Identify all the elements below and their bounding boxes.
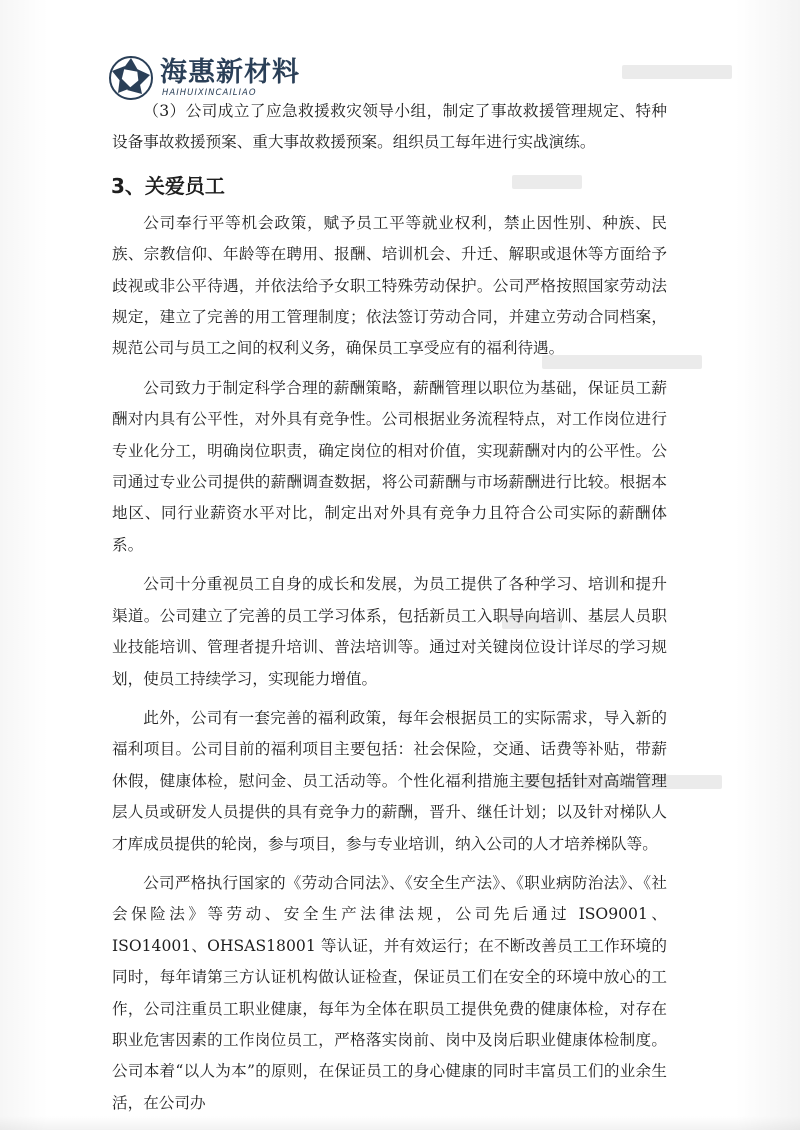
body-paragraph: 此外，公司有一套完善的福利政策，每年会根据员工的实际需求，导入新的福利项目。公司目前的福利项目主要包括：社会保险，交通、话费等补贴，带薪休假，健康体检，慰问金、员工活动等。个性化福利措施主要包括针对高端管理层人员或研发人员提供的具有竞争力的薪酬，晋升、继任计划；以及针对梯队人才库成员提供的轮岗，参与项目，参与专业培训，纳入公司的人才培养梯队等。 [112, 708, 667, 853]
logo-company-name: 海惠新材料 [160, 56, 300, 88]
intro-paragraph: （3）公司成立了应急救援救灾领导小组，制定了事故救援管理规定、特种设备事故救援预案、重大事故救援预案。组织员工每年进行实战演练。 [112, 102, 667, 152]
section-heading: 3、关爱员工 [111, 173, 225, 198]
aperture-logo-icon [108, 55, 154, 101]
document-body [112, 96, 667, 1119]
body-paragraph: 公司奉行平等机会政策，赋予员工平等就业权利，禁止因性别、种族、民族、宗教信仰、年龄等在聘用、报酬、培训机会、升迁、解职或退休等方面给予歧视或非公平待遇，并依法给予女职工特殊劳动保护。公司严格按照国家劳动法规定，建立了完善的用工管理制度；依法签订劳动合同，并建立劳动合同档案，规范公司与员工之间的权利义务，确保员工享受应有的福利待遇。 [112, 213, 667, 358]
logo-pinyin: HAIHUIXINCAILIAO [162, 87, 257, 98]
body-paragraph: 公司严格执行国家的《劳动合同法》、《安全生产法》、《职业病防治法》、《社会保险法》等劳动、安全生产法律法规，公司先后通过 ISO9001、ISO14001、OHSAS18001 等认证，并有效运行；在不断改善员工工作环境的同时，每年请第三方认证机构做认证检查，保证员工们在安全的环境中放心的工作，公司注重员工职业健康，每年为全体在职员工提供免费的健康体检，对存在职业危害因素的工作岗位员工，严格落实岗前、岗中及岗后职业健康体检制度。公司本着“以人为本”的原则，在保证员工的身心健康的同时丰富员工们的业余生活，在公司办 [112, 873, 667, 1112]
body-paragraph: 公司致力于制定科学合理的薪酬策略，薪酬管理以职位为基础，保证员工薪酬对内具有公平性，对外具有竞争性。公司根据业务流程特点，对工作岗位进行专业化分工，明确岗位职责，确定岗位的相对价值，实现薪酬对内的公平性。公司通过专业公司提供的薪酬调查数据，将公司薪酬与市场薪酬进行比较。根据本地区、同行业薪资水平对比，制定出对外具有竞争力且符合公司实际的薪酬体系。 [112, 378, 667, 554]
body-paragraph: 公司十分重视员工自身的成长和发展，为员工提供了各种学习、培训和提升渠道。公司建立了完善的员工学习体系，包括新员工入职导向培训、基层人员职业技能培训、管理者提升培训、普法培训等。通过对关键岗位设计详尽的学习规划，使员工持续学习，实现能力增值。 [112, 575, 667, 688]
scan-edge-shadow [0, 1116, 800, 1130]
